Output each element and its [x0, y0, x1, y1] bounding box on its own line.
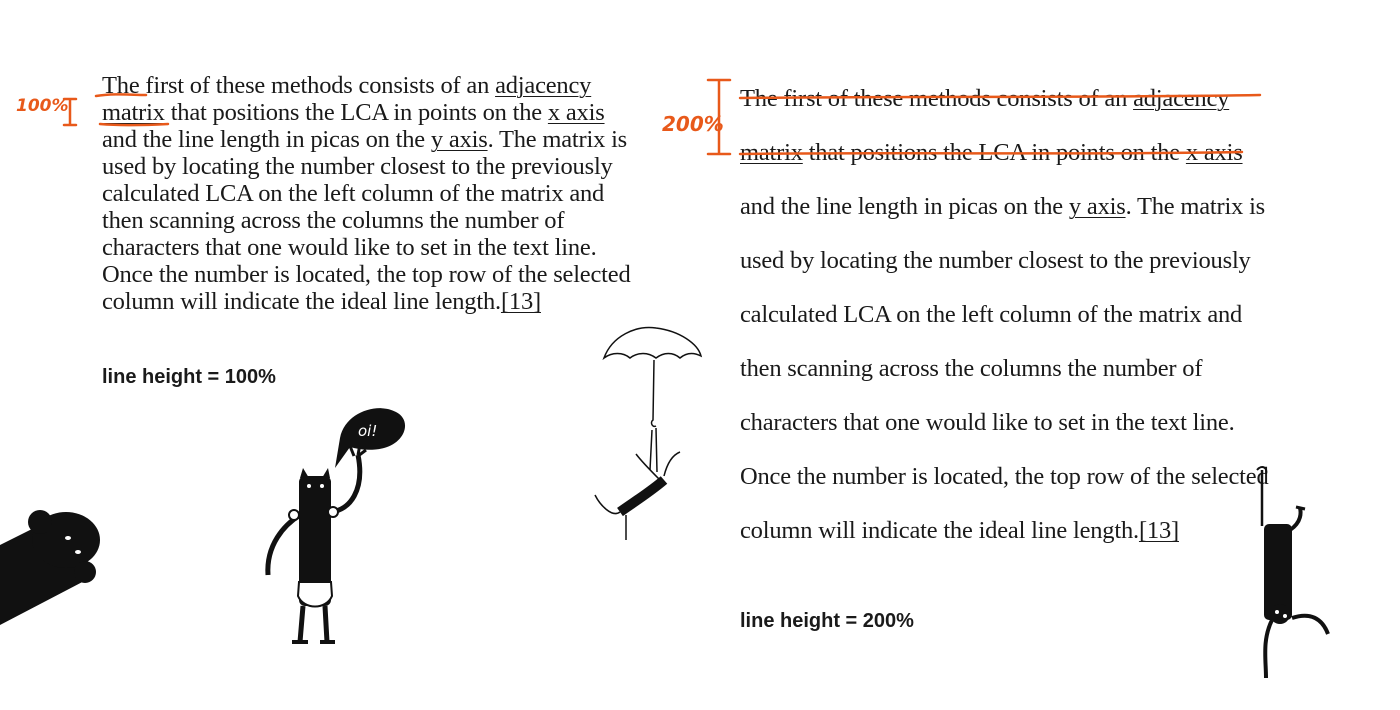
note-100-percent: 100% — [16, 96, 69, 116]
caption-line-height-200: line height = 200% — [740, 610, 914, 632]
paragraph-text: that positions the LCA in points on the — [164, 99, 548, 126]
hanging-figure-icon — [1257, 467, 1328, 678]
underline-stroke — [740, 152, 1242, 154]
adjacency-matrix-link[interactable]: adjacency matrix — [102, 72, 592, 126]
y-axis-link[interactable]: y axis — [430, 126, 488, 153]
paragraph-text: . The matrix is used by locating the number closest to the previously calculated LCA on the left column of the matrix and then scanning across the columns the number of characters that one would like to set in the text line. Once the number is located, the top row of the selected column will indicate the ideal line length. — [102, 126, 631, 315]
speech-bubble-text: oi! — [358, 422, 378, 440]
annotation-marks — [64, 80, 1260, 154]
paragraph-text: . The matrix is used by locating the number closest to the previously calculated LCA on the left column of the matrix and then scanning across the columns the number of characters that one would like to set in the text line. Once the number is located, the top row of the selected column will indicate the ideal line length. — [740, 193, 1269, 544]
citation-link[interactable]: [13] — [500, 288, 541, 315]
underline-stroke — [100, 124, 168, 125]
umbrella-figure-icon — [595, 328, 701, 540]
standing-figure-icon — [268, 444, 366, 642]
x-axis-link[interactable]: x axis — [1185, 139, 1243, 166]
paragraph-text: and the line length in picas on the — [102, 126, 431, 153]
x-axis-link[interactable]: x axis — [547, 99, 605, 126]
paragraph-text: The first of these methods consists of an — [102, 72, 496, 99]
caption-line-height-100: line height = 100% — [102, 366, 276, 388]
bracket-100-icon — [64, 99, 76, 125]
adjacency-matrix-link[interactable]: adjacency matrix — [740, 85, 1230, 166]
paragraph-text: and the line length in picas on the — [740, 193, 1069, 220]
note-200-percent: 200% — [662, 112, 724, 136]
underline-stroke — [740, 95, 1260, 98]
bracket-200-icon — [708, 80, 730, 154]
paragraph-text: The first of these methods consists of an — [740, 85, 1134, 112]
citation-link[interactable]: [13] — [1138, 517, 1179, 544]
creature-doodle-icon — [0, 510, 100, 625]
y-axis-link[interactable]: y axis — [1068, 193, 1126, 220]
paragraph-text: that positions the LCA in points on the — [802, 139, 1186, 166]
underline-stroke — [96, 94, 146, 96]
